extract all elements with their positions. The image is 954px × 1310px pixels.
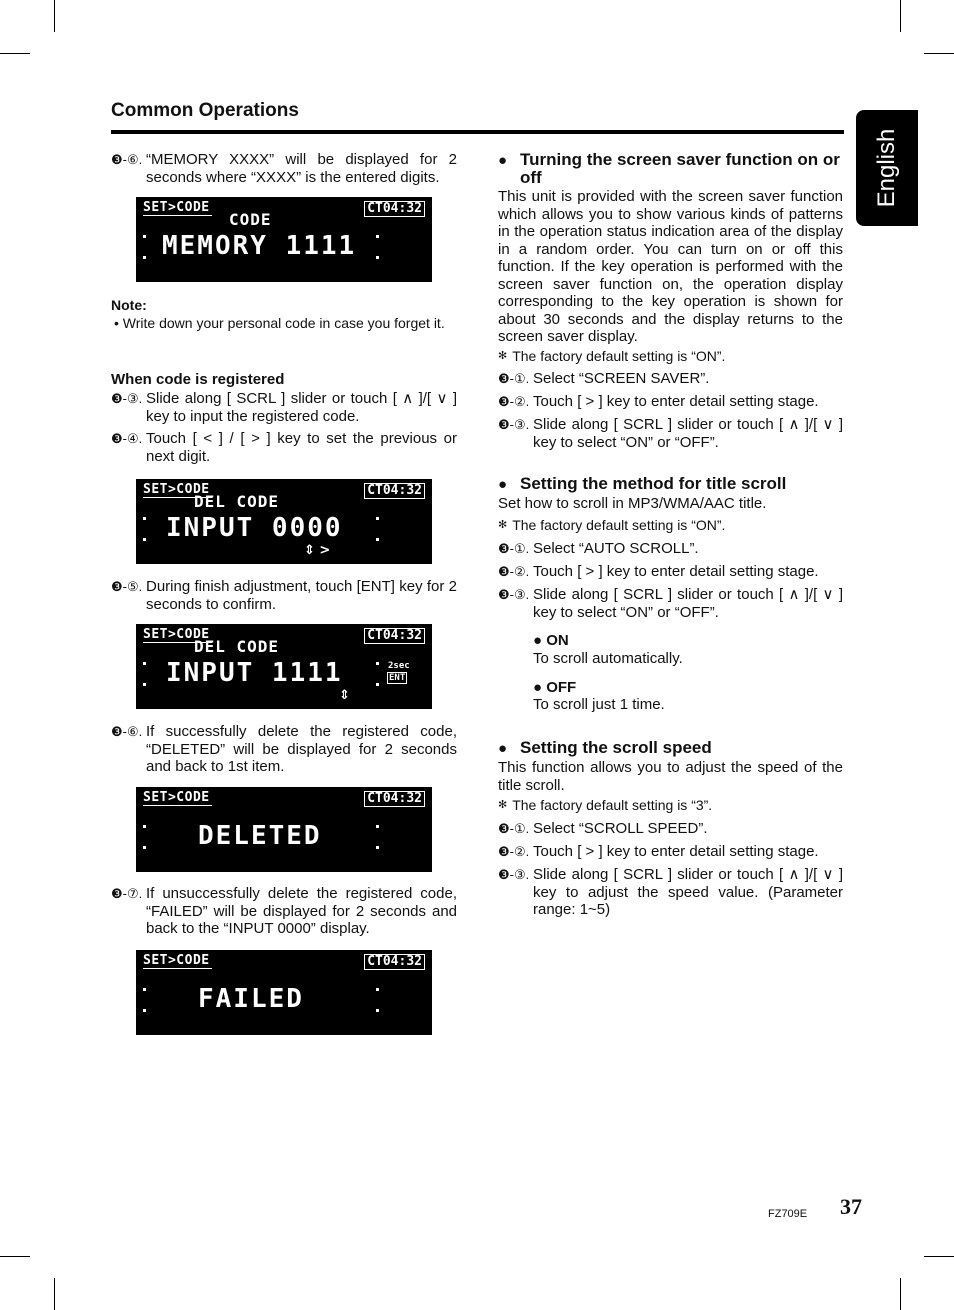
step-text: Touch [ > ] key to enter detail setting stage. [533, 843, 819, 860]
step-number: ❸-③. [111, 391, 143, 406]
asterisk-icon: ✻ [498, 519, 508, 531]
lcd-colon-icon [143, 988, 146, 1012]
subheading-registered: When code is registered [111, 371, 285, 388]
step-number: ❸-⑥. [111, 152, 143, 167]
step-text: Touch [ > ] key to enter detail setting stage. [533, 393, 819, 410]
scroll-step-1 [498, 540, 843, 558]
lcd-colon-icon [376, 235, 379, 259]
bullet-icon: ● [498, 476, 508, 493]
lcd-input-0000 [136, 479, 432, 564]
lcd-deleted [136, 787, 432, 872]
crop-mark [0, 1256, 30, 1257]
factory-default-saver [498, 348, 725, 366]
paragraph-scroll-speed: This function allows you to adjust the speed of the title scroll. [498, 759, 843, 794]
step-number: ❸-⑤. [111, 579, 143, 594]
lcd-cursor-icon: ⇕ > [304, 543, 331, 558]
lcd-path: SET>CODE [143, 627, 210, 642]
step-text: Touch [ > ] key to enter detail setting stage. [533, 563, 819, 580]
step-text: Select “SCROLL SPEED”. [533, 820, 708, 837]
step-text: Slide along [ SCRL ] slider or touch [ ∧ ]/[ ∨ ] key to select “ON” or “OFF”. [533, 416, 843, 451]
factory-text: The factory default setting is “ON”. [512, 517, 726, 533]
factory-default-scroll [498, 517, 725, 535]
step-text: Touch [ < ] / [ > ] key to set the previous or next digit. [146, 430, 457, 465]
factory-default-speed [498, 797, 712, 815]
asterisk-icon: ✻ [498, 350, 508, 362]
step-number: ❸-②. [498, 394, 530, 409]
step-3-3 [111, 390, 457, 425]
section-title: Common Operations [111, 100, 299, 121]
paragraph-screen-saver: This unit is provided with the screen saver function which allows you to show various kinds of patterns in the operation status indication area of the display in a random order. You can turn on or off this function. If the key operation is performed with the screen saver function on, the operation display corresponding to the key operation is shown for about 30 seconds and the display returns to the screen saver display. [498, 188, 843, 345]
option-off-desc: To scroll just 1 time. [533, 696, 665, 713]
lcd-clock: CT04:32 [364, 791, 425, 807]
saver-step-3 [498, 416, 843, 451]
lcd-path: SET>CODE [143, 953, 210, 968]
lcd-2sec-label: 2sec [388, 661, 410, 671]
lcd-main-text: DELETED [198, 821, 322, 851]
crop-mark [924, 1256, 954, 1257]
speed-step-1 [498, 820, 843, 838]
crop-mark [900, 1278, 901, 1310]
lcd-path: SET>CODE [143, 482, 210, 497]
lcd-input-1111 [136, 624, 432, 709]
bullet-icon: ● [498, 152, 508, 169]
lcd-memory [136, 197, 432, 282]
step-number: ❸-④. [111, 431, 143, 446]
step-text: “MEMORY XXXX” will be displayed for 2 seconds where “XXXX” is the entered digits. [146, 151, 457, 186]
saver-step-1 [498, 370, 843, 388]
step-3-7 [111, 885, 457, 938]
heading-title-scroll [498, 475, 843, 493]
step-text: Slide along [ SCRL ] slider or touch [ ∧ ]/[ ∨ ] key to adjust the speed value. (Parameter range: 1~5) [533, 866, 843, 918]
heading-scroll-speed [498, 739, 843, 757]
step-number: ❸-⑥. [111, 724, 143, 739]
step-number: ❸-③. [498, 417, 530, 432]
bullet-icon: ● [498, 740, 508, 757]
saver-step-2 [498, 393, 843, 411]
paragraph-title-scroll: Set how to scroll in MP3/WMA/AAC title. [498, 495, 767, 512]
step-text: Select “SCREEN SAVER”. [533, 370, 710, 387]
lcd-colon-icon [143, 517, 146, 541]
step-3-5 [111, 578, 457, 613]
note-item: • Write down your personal code in case you forget it. [114, 315, 445, 331]
option-on-desc: To scroll automatically. [533, 650, 683, 667]
crop-mark [0, 53, 30, 54]
heading-text: Setting the method for title scroll [520, 474, 787, 493]
step-number: ❸-③. [498, 867, 530, 882]
heading-text: Setting the scroll speed [520, 738, 712, 757]
lcd-colon-icon [143, 662, 146, 686]
lcd-clock: CT04:32 [364, 628, 425, 644]
lcd-colon-icon [376, 988, 379, 1012]
crop-mark [54, 1278, 55, 1310]
model-code: FZ709E [768, 1208, 808, 1220]
language-tab-label: English [873, 128, 900, 208]
lcd-colon-icon [143, 235, 146, 259]
scroll-step-2 [498, 563, 843, 581]
crop-mark [900, 0, 901, 32]
step-text: Slide along [ SCRL ] slider or touch [ ∧ ]/[ ∨ ] key to input the registered code. [146, 390, 457, 425]
step-number: ❸-①. [498, 821, 530, 836]
step-text: Slide along [ SCRL ] slider or touch [ ∧ ]/[ ∨ ] key to select “ON” or “OFF”. [533, 586, 843, 621]
lcd-path: SET>CODE [143, 790, 210, 805]
option-off-label: ● OFF [533, 679, 577, 696]
option-on-label: ● ON [533, 632, 569, 649]
step-text: If unsuccessfully delete the registered code, “FAILED” will be displayed for 2 seconds and back to the “INPUT 0000” display. [146, 885, 457, 937]
crop-mark [924, 53, 954, 54]
lcd-failed [136, 950, 432, 1035]
step-3-6b [111, 723, 457, 776]
lcd-subtitle: DEL CODE [194, 492, 280, 511]
heading-text: Turning the screen saver function on or off [520, 150, 840, 187]
lcd-colon-icon [376, 825, 379, 849]
step-text: Select “AUTO SCROLL”. [533, 540, 699, 557]
lcd-cursor-icon: ⇕ [339, 688, 350, 703]
step-number: ❸-①. [498, 541, 530, 556]
step-number: ❸-③. [498, 587, 530, 602]
step-3-6 [111, 151, 457, 186]
factory-text: The factory default setting is “3”. [512, 797, 713, 813]
speed-step-2 [498, 843, 843, 861]
heading-screen-saver [498, 151, 843, 187]
asterisk-icon: ✻ [498, 799, 508, 811]
lcd-main-text: INPUT 1111 [166, 658, 343, 688]
step-3-4 [111, 430, 457, 465]
factory-text: The factory default setting is “ON”. [512, 348, 726, 364]
lcd-path: SET>CODE [143, 200, 210, 215]
step-number: ❸-②. [498, 844, 530, 859]
speed-step-3 [498, 866, 843, 919]
lcd-subtitle: DEL CODE [194, 637, 280, 656]
lcd-main-text: FAILED [198, 984, 304, 1014]
lcd-colon-icon [143, 825, 146, 849]
lcd-main-text: INPUT 0000 [166, 513, 343, 543]
lcd-ent-label: ENT [389, 673, 406, 683]
lcd-clock: CT04:32 [364, 954, 425, 970]
lcd-subtitle: CODE [229, 210, 272, 229]
note-title: Note: [111, 297, 147, 313]
step-number: ❸-①. [498, 371, 530, 386]
lcd-colon-icon [376, 662, 379, 686]
header-rule [111, 130, 844, 134]
lcd-main-text: MEMORY 1111 [162, 231, 357, 261]
lcd-clock: CT04:32 [364, 483, 425, 499]
step-number: ❸-②. [498, 564, 530, 579]
page-number: 37 [840, 1194, 862, 1219]
scroll-step-3 [498, 586, 843, 621]
step-text: During finish adjustment, touch [ENT] key for 2 seconds to confirm. [146, 578, 457, 613]
step-number: ❸-⑦. [111, 886, 143, 901]
lcd-clock: CT04:32 [364, 201, 425, 217]
crop-mark [54, 0, 55, 32]
language-tab [856, 110, 918, 226]
step-text: If successfully delete the registered code, “DELETED” will be displayed for 2 seconds and back to 1st item. [146, 723, 457, 775]
lcd-colon-icon [376, 517, 379, 541]
